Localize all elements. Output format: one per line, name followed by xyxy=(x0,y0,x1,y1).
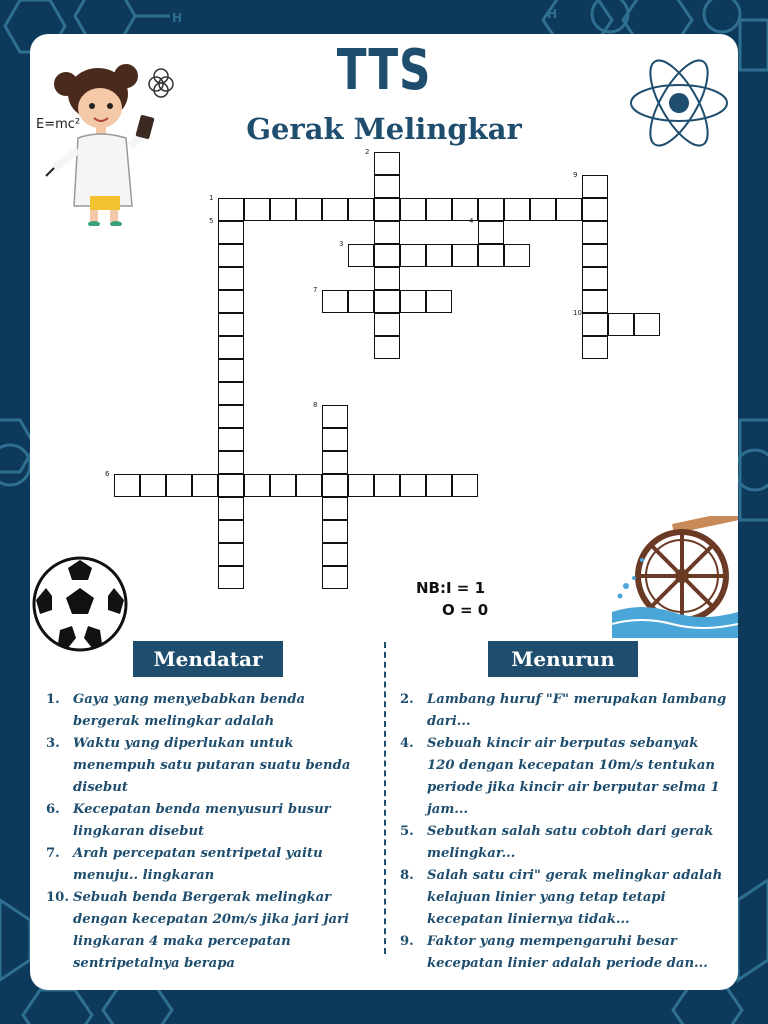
crossword-cell[interactable] xyxy=(530,198,556,221)
crossword-cell[interactable] xyxy=(218,382,244,405)
clue-text: Faktor yang mempengaruhi besar kecepatan linier adalah periode dan... xyxy=(427,934,708,971)
clue-text: Lambang huruf "F" merupakan lambang dari... xyxy=(427,692,727,729)
crossword-cell[interactable] xyxy=(426,290,452,313)
crossword-number-label: 10 xyxy=(573,309,582,317)
clue-number: 3. xyxy=(46,736,60,751)
crossword-number-label: 2 xyxy=(365,148,370,156)
crossword-cell[interactable] xyxy=(582,267,608,290)
crossword-cell[interactable] xyxy=(322,566,348,589)
clue-item xyxy=(400,733,730,821)
clue-number: 2. xyxy=(400,692,414,707)
crossword-cell[interactable] xyxy=(348,474,374,497)
crossword-cell[interactable] xyxy=(322,474,348,497)
crossword-cell[interactable] xyxy=(218,313,244,336)
scientist-girl-illustration xyxy=(34,46,184,226)
crossword-cell[interactable] xyxy=(218,221,244,244)
clue-number: 7. xyxy=(46,846,60,861)
crossword-cell[interactable] xyxy=(322,428,348,451)
crossword-cell[interactable] xyxy=(192,474,218,497)
crossword-number-label: 7 xyxy=(313,286,318,294)
crossword-cell[interactable] xyxy=(270,198,296,221)
soccer-ball-icon xyxy=(30,554,134,654)
crossword-cell[interactable] xyxy=(374,198,400,221)
svg-text:H: H xyxy=(547,7,558,21)
clue-number: 1. xyxy=(46,692,60,707)
crossword-cell[interactable] xyxy=(348,290,374,313)
clue-item xyxy=(46,689,366,733)
crossword-cell[interactable] xyxy=(582,313,608,336)
clue-item xyxy=(46,799,366,843)
crossword-cell[interactable] xyxy=(400,198,426,221)
clue-text: Waktu yang diperlukan untuk menempuh satu putaran suatu benda disebut xyxy=(73,736,351,795)
crossword-cell[interactable] xyxy=(218,405,244,428)
crossword-number-label: 3 xyxy=(339,240,344,248)
crossword-cell[interactable] xyxy=(218,428,244,451)
clue-number: 6. xyxy=(46,802,60,817)
crossword-cell[interactable] xyxy=(218,566,244,589)
crossword-cell[interactable] xyxy=(634,313,660,336)
crossword-cell[interactable] xyxy=(244,198,270,221)
svg-text:H: H xyxy=(172,11,183,25)
clue-text: Gaya yang menyebabkan benda bergerak melingkar adalah xyxy=(73,692,306,729)
crossword-cell[interactable] xyxy=(218,267,244,290)
crossword-cell[interactable] xyxy=(270,474,296,497)
crossword-cell[interactable] xyxy=(504,244,530,267)
crossword-cell[interactable] xyxy=(322,543,348,566)
crossword-cell[interactable] xyxy=(166,474,192,497)
clue-text: Arah percepatan sentripetal yaitu menuju.. lingkaran xyxy=(73,846,323,883)
crossword-cell[interactable] xyxy=(218,359,244,382)
crossword-cell[interactable] xyxy=(478,244,504,267)
page-subtitle: Gerak Melingkar xyxy=(246,112,522,146)
mendatar-clue-list xyxy=(46,689,366,975)
crossword-cell[interactable] xyxy=(114,474,140,497)
clue-text: Sebutkan salah satu cobtoh dari gerak melingkar... xyxy=(427,824,714,861)
crossword-cell[interactable] xyxy=(322,198,348,221)
page-title: TTS xyxy=(336,38,432,103)
menurun-clue-list xyxy=(400,689,730,975)
crossword-cell[interactable] xyxy=(400,290,426,313)
clue-text: Salah satu ciri" gerak melingkar adalah kelajuan linier yang tetap tetapi kecepatan liniernya tidak... xyxy=(427,868,723,927)
crossword-cell[interactable] xyxy=(296,198,322,221)
crossword-number-label: 8 xyxy=(313,401,318,409)
molecule-icon xyxy=(149,69,173,97)
clue-number: 8. xyxy=(400,868,414,883)
crossword-number-label: 1 xyxy=(209,194,214,202)
atom-icon xyxy=(624,48,734,158)
crossword-cell[interactable] xyxy=(374,290,400,313)
crossword-cell[interactable] xyxy=(582,198,608,221)
clue-item xyxy=(400,865,730,931)
crossword-cell[interactable] xyxy=(478,198,504,221)
clue-item xyxy=(46,887,366,975)
crossword-cell[interactable] xyxy=(400,244,426,267)
crossword-number-label: 4 xyxy=(469,217,474,225)
crossword-cell[interactable] xyxy=(218,198,244,221)
crossword-cell[interactable] xyxy=(322,290,348,313)
clue-text: Sebuah kincir air berputas sebanyak 120 dengan kecepatan 10m/s tentukan periode jika kincir air berputar selma 1 jam... xyxy=(427,736,720,817)
clue-text: Kecepatan benda menyusuri busur lingkaran disebut xyxy=(73,802,331,839)
menurun-heading: Menurun xyxy=(488,641,638,677)
crossword-cell[interactable] xyxy=(608,313,634,336)
crossword-cell[interactable] xyxy=(426,198,452,221)
clue-number: 9. xyxy=(400,934,414,949)
crossword-cell[interactable] xyxy=(556,198,582,221)
crossword-cell[interactable] xyxy=(296,474,322,497)
crossword-cell[interactable] xyxy=(348,244,374,267)
crossword-cell[interactable] xyxy=(452,244,478,267)
crossword-cell[interactable] xyxy=(582,290,608,313)
crossword-cell[interactable] xyxy=(348,198,374,221)
clue-item xyxy=(400,821,730,865)
mendatar-heading: Mendatar xyxy=(133,641,283,677)
crossword-cell[interactable] xyxy=(374,267,400,290)
crossword-cell[interactable] xyxy=(218,543,244,566)
crossword-cell[interactable] xyxy=(374,152,400,175)
crossword-cell[interactable] xyxy=(322,520,348,543)
water-wheel-icon xyxy=(612,516,738,638)
crossword-cell[interactable] xyxy=(452,198,478,221)
clue-item xyxy=(46,843,366,887)
clue-item xyxy=(400,689,730,733)
clue-item xyxy=(400,931,730,975)
clue-number: 4. xyxy=(400,736,414,751)
crossword-number-label: 6 xyxy=(105,470,110,478)
crossword-cell[interactable] xyxy=(478,221,504,244)
crossword-cell[interactable] xyxy=(140,474,166,497)
crossword-cell[interactable] xyxy=(504,198,530,221)
crossword-cell[interactable] xyxy=(218,520,244,543)
crossword-cell[interactable] xyxy=(582,336,608,359)
crossword-cell[interactable] xyxy=(218,474,244,497)
clue-number: 10. xyxy=(46,890,69,905)
crossword-cell[interactable] xyxy=(218,451,244,474)
clue-number: 5. xyxy=(400,824,414,839)
crossword-cell[interactable] xyxy=(582,221,608,244)
crossword-cell[interactable] xyxy=(426,244,452,267)
clue-item xyxy=(46,733,366,799)
crossword-cell[interactable] xyxy=(374,336,400,359)
crossword-cell[interactable] xyxy=(582,175,608,198)
crossword-cell[interactable] xyxy=(322,497,348,520)
note-line-1: NB:I = 1 xyxy=(416,579,486,597)
column-divider xyxy=(384,642,386,954)
crossword-cell[interactable] xyxy=(322,405,348,428)
crossword-number-label: 9 xyxy=(573,171,578,179)
crossword-cell[interactable] xyxy=(374,221,400,244)
crossword-cell[interactable] xyxy=(374,244,400,267)
crossword-number-label: 5 xyxy=(209,217,214,225)
crossword-cell[interactable] xyxy=(374,175,400,198)
crossword-cell[interactable] xyxy=(400,474,426,497)
crossword-cell[interactable] xyxy=(244,474,270,497)
crossword-cell[interactable] xyxy=(218,244,244,267)
crossword-cell[interactable] xyxy=(582,244,608,267)
crossword-cell[interactable] xyxy=(452,474,478,497)
crossword-cell[interactable] xyxy=(218,497,244,520)
clue-text: Sebuah benda Bergerak melingkar dengan kecepatan 20m/s jika jari jari lingkaran 4 maka percepatan sentripetalnya berapa xyxy=(73,890,350,971)
crossword-cell[interactable] xyxy=(218,336,244,359)
note-line-2: O = 0 xyxy=(442,601,489,619)
worksheet-card xyxy=(30,34,738,990)
crossword-cell[interactable] xyxy=(374,474,400,497)
crossword-cell[interactable] xyxy=(218,290,244,313)
crossword-cell[interactable] xyxy=(374,313,400,336)
formula-text: E=mc² xyxy=(36,117,81,132)
crossword-cell[interactable] xyxy=(322,451,348,474)
crossword-cell[interactable] xyxy=(426,474,452,497)
